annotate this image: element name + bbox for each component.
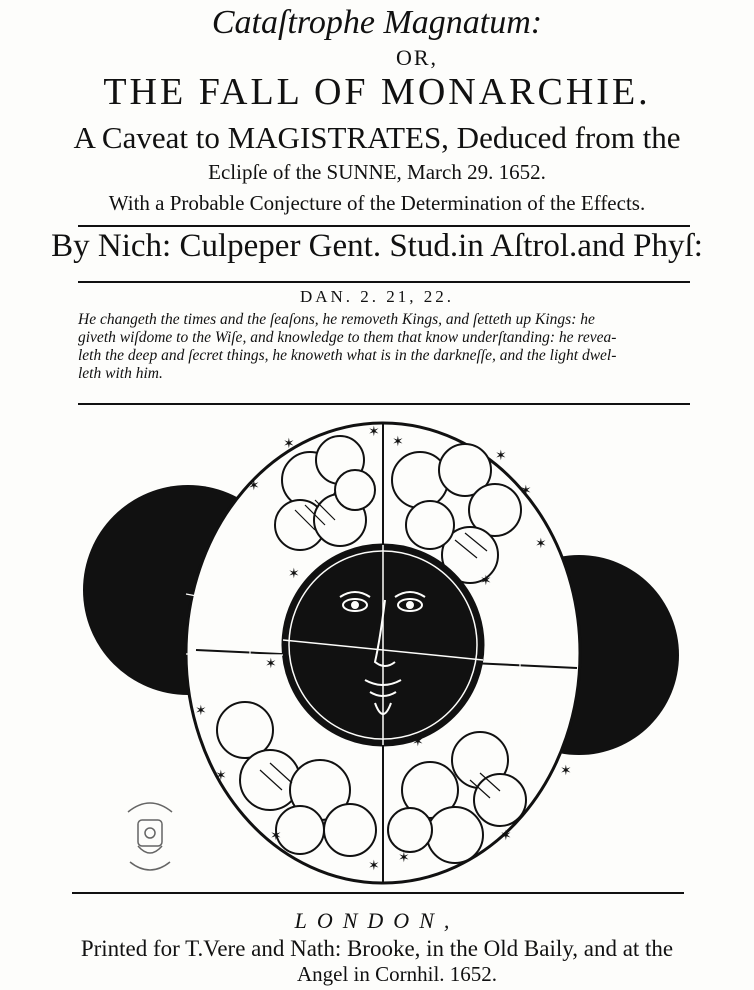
book-title: Cataſtrophe Magnatum:: [211, 4, 543, 41]
library-stamp: [120, 790, 180, 880]
svg-text:✶: ✶: [392, 434, 404, 450]
imprint-address: Angel in Cornhil. 1652.: [296, 962, 498, 986]
scripture-reference: DAN. 2. 21, 22.: [299, 287, 455, 306]
scripture-line: giveth wiſdome to the Wiſe, and knowledge to them that know underſtanding: he revea-: [78, 329, 617, 346]
svg-text:✶: ✶: [520, 483, 532, 499]
or-connector: OR,: [395, 45, 439, 70]
svg-text:✶: ✶: [412, 734, 424, 750]
svg-text:✶: ✶: [560, 763, 572, 779]
scripture-line: leth the deep and ſecret things, he knoweth what is in the darkneſſe, and the light dwel-: [78, 347, 617, 364]
imprint-printed-for: Printed for T.Vere and Nath: Brooke, in the Old Baily, and at the: [80, 936, 674, 961]
caveat-line: A Caveat to MAGISTRATES, Deduced from the: [73, 120, 681, 155]
svg-text:✶: ✶: [288, 566, 300, 582]
scripture-line: He changeth the times and the ſeaſons, he removeth Kings, and ſetteth up Kings: he: [78, 311, 595, 328]
svg-text:✶: ✶: [495, 448, 507, 464]
scripture-line: leth with him.: [78, 365, 163, 382]
svg-text:✶: ✶: [480, 573, 492, 589]
imprint-city: LONDON,: [294, 908, 460, 933]
svg-text:✶: ✶: [195, 703, 207, 719]
svg-text:✶: ✶: [215, 768, 227, 784]
conjecture-line: With a Probable Conjecture of the Determination of the Effects.: [108, 191, 646, 215]
rule-imprint: [72, 892, 684, 894]
svg-text:✶: ✶: [368, 424, 380, 440]
eclipse-line: Eclipſe of the SUNNE, March 29. 1652.: [208, 160, 546, 184]
svg-text:✶: ✶: [535, 536, 547, 552]
author-byline: By Nich: Culpeper Gent. Stud.in Aſtrol.and Phyſ:: [51, 228, 703, 264]
svg-text:✶: ✶: [265, 656, 277, 672]
book-subtitle: THE FALL OF MONARCHIE.: [103, 71, 651, 113]
svg-text:✶: ✶: [248, 478, 260, 494]
svg-text:✶: ✶: [500, 828, 512, 844]
svg-text:✶: ✶: [283, 436, 295, 452]
svg-text:✶: ✶: [270, 828, 282, 844]
svg-text:✶: ✶: [368, 858, 380, 874]
svg-text:✶: ✶: [398, 850, 410, 866]
